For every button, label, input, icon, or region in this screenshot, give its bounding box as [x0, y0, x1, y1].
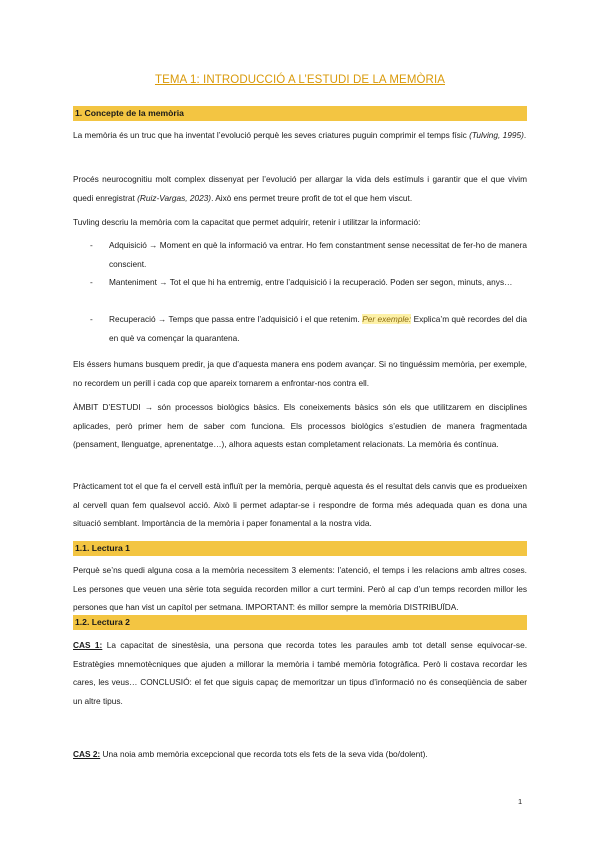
paragraph-lectura-1: Perquè se’ns quedi alguna cosa a la memòria necessitem 3 elements: l’atenció, el temps i les relacions amb altres coses. Les persones que veuen una sèrie tota seguida recorden millor a curt termini. Però al cap d’un temps recorden millor les persones que han vist un capítol per setmana. IMPORTANT: és millor sempre la memòria DISTRIBUÏDA.: [73, 565, 527, 613]
paragraph-text: Procés neurocognitiu molt complex dissenyat per l’evolució per allargar la vida dels estímuls i garantir que el que vivim quedi enregistrat: [73, 174, 527, 203]
paragraph-definition-ruiz-vargas: [73, 170, 527, 207]
list-item-text: Manteniment → Tot el que hi ha entremig, entre l’adquisició i la recuperació. Poden ser segon, minuts, anys…: [109, 277, 513, 287]
document-title: TEMA 1: INTRODUCCIÓ A L’ESTUDI DE LA MEMÒRIA: [154, 74, 446, 86]
section-heading-lectura-2: 1.2. Lectura 2: [73, 615, 527, 630]
list-item-adquisicio: [90, 236, 527, 273]
paragraph-predir: Els éssers humans busquem predir, ja que d’aquesta manera ens podem avançar. Si no tinguéssim memòria, per exemple, no recordem un perill i cada cop que apareix tornarem a enfrontar-nos contra ell.: [73, 359, 527, 388]
list-item-body: [109, 310, 527, 347]
paragraph-end: . Això ens permet treure profit de tot el que hem viscut.: [211, 192, 413, 203]
section-heading-concepte: 1. Concepte de la memòria: [73, 106, 527, 121]
list-dash: -: [90, 314, 93, 324]
list-dash: -: [90, 240, 93, 250]
paragraph-cas-2: [73, 745, 527, 764]
cas-2-label: CAS 2:: [73, 749, 101, 759]
cas-1-text: La capacitat de sinestèsia, una persona que recorda totes les paraules amb tot detall sense equivocar-se. Estratègies mnemotècniques que ajuden a millorar la memòria i també memòria fotogràfica. Però li costava recordar les cares, les veus… CONCLUSIÓ: el fet que siguis capaç de memoritzar un tipus d’informació no és conseqüència de saber un altre tipus.: [73, 640, 527, 706]
paragraph-end: .: [523, 130, 527, 140]
list-item-manteniment: [90, 273, 527, 292]
paragraph-definition-tulving: [73, 126, 527, 145]
paragraph-tulving-capacity: Tuvling descriu la memòria com la capacitat que permet adquirir, retenir i utilitzar la informació:: [73, 217, 421, 227]
citation-ruiz-vargas: (Ruiz-Vargas, 2023): [137, 192, 212, 203]
page-number: 1: [518, 797, 523, 806]
paragraph-cas-1: [73, 636, 527, 710]
paragraph-cervell: Pràcticament tot el que fa el cervell està influït per la memòria, perquè aquesta és el resultat dels canvis que es produeixen al cervell quan fem qualsevol acció. Això li permet adaptar-se i respondre de forma més adequada quan es dona una situació semblant. Importància de la memòria i paper fonamental a la nostra vida.: [73, 481, 527, 529]
list-item-rest: Explica’m què recordes del dia en què va començar la quarantena.: [109, 314, 527, 343]
highlight-per-exemple: Per exemple:: [362, 314, 412, 324]
paragraph-text: La memòria és un truc que ha inventat l’evolució perquè les seves criatures puguin comprimir el temps físic: [73, 130, 470, 140]
list-dash: -: [90, 277, 93, 287]
cas-1-label: CAS 1:: [73, 640, 103, 650]
cas-2-text: Una noia amb memòria excepcional que recorda tots els fets de la seva vida (bo/dolent).: [100, 749, 428, 759]
paragraph-ambit-estudi: ÀMBIT D’ESTUDI → són processos biològics bàsics. Els coneixements bàsics són els que utilitzarem en disciplines aplicades, però primer hem de saber com funciona. Els processos biològics s’estudien de manera fragmentada (pensament, llenguatge, aprenentatge…), alhora aquests estan completament relacionats. La memòria és contínua.: [73, 402, 527, 450]
citation-tulving: (Tulving, 1995): [469, 130, 524, 140]
list-item-text: Recuperació → Temps que passa entre l’adquisició i el que retenim.: [109, 314, 363, 324]
list-item-recuperacio: [90, 310, 527, 347]
list-item-text: Adquisició → Moment en què la informació va entrar. Ho fem constantment sense necessitat de fer-ho de manera conscient.: [109, 240, 527, 269]
section-heading-lectura-1: 1.1. Lectura 1: [73, 541, 527, 556]
